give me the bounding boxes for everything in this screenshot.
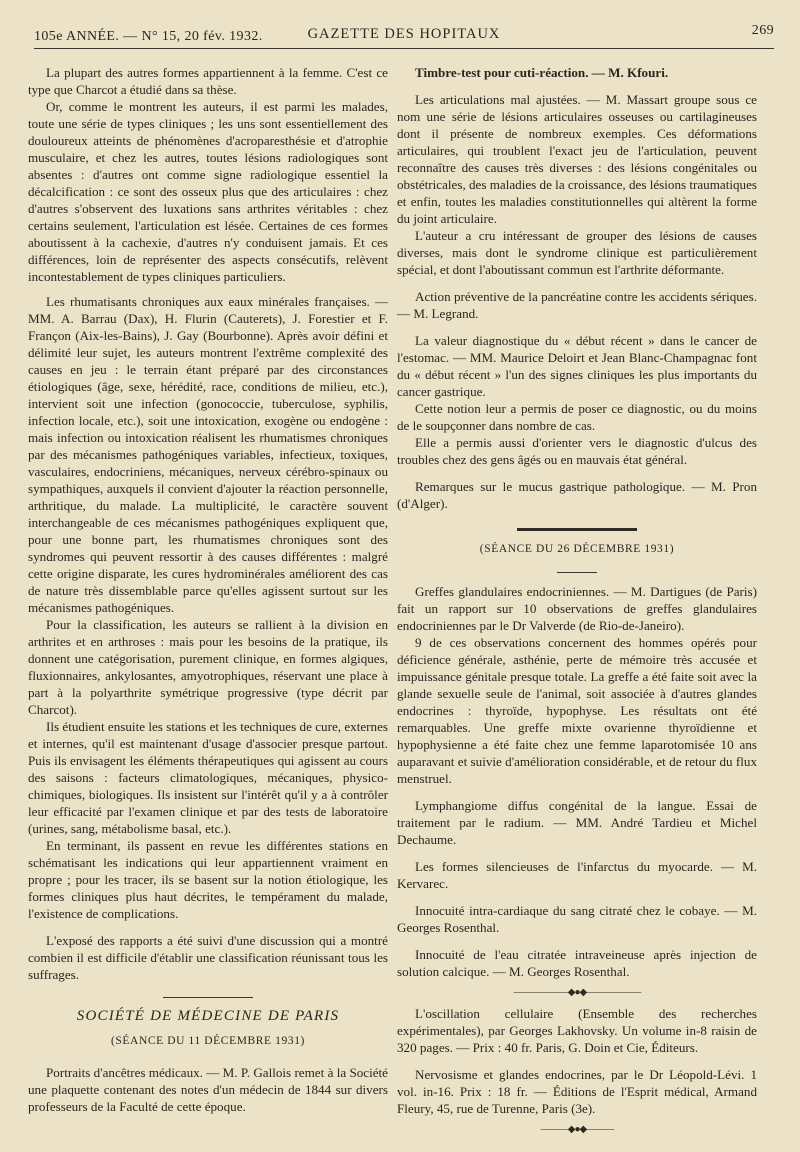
article-sang-citrate: Innocuité intra-cardiaque du sang citraté chez le cobaye. — M. Georges Rosenthal. xyxy=(397,903,757,935)
article-portraits: Portraits d'ancêtres médicaux. — M. P. Gallois remet à la Société une plaquette contenant des notes d'un médecin de 1844 sur divers professeurs de la Faculté de cette époque. xyxy=(28,1065,388,1114)
journal-title: GAZETTE DES HOPITAUX xyxy=(307,26,501,42)
section-divider xyxy=(557,572,597,573)
paragraph: Or, comme le montrent les auteurs, il est parmi les malades, toute une série de types cliniques ; les uns sont essentiellement des douloureux atteints de phénomènes d'acroparesthésie et d'atrophie musculaire, et chez les autres, toutes lésions radiologiques sont absentes : d'autres ont comme signe radiologique essentiel la décalcification : ce sont des osseux plus que des articulaires : chez d'autres s'observent des luxations sans arthrites véritables : chez certains seulement, l'articulation est lésée. Certaines de ces formes aboutissent à la cachexie, d'autres n'y conduisent jamais. Et ces différences, loin de représenter des aspects consécutifs, relèvent incontestablement de types cliniques particuliers. xyxy=(28,99,388,284)
page-number: 269 xyxy=(751,23,774,38)
article-timbre-test: Timbre-test pour cuti-réaction. — M. Kfouri. xyxy=(415,65,669,80)
paragraph: Pour la classification, les auteurs se rallient à la division en arthrites et en arthroses : mais pour les besoins de la pratique, ils donnent une catégorisation, purement clinique, en formes algiques, fluxionnaires, ankylosantes, amyotrophiques, réservant une place à part à la polyarthrite symétrique progressive (type décrit par Charcot). xyxy=(28,617,388,717)
article-articulations: Les articulations mal ajustées. — M. Massart groupe sous ce nom une série de lésions articulaires osseuses ou cartilagineuses dont il présente de nombreux exemples. Ces déformations articulaires, qui troublent l'exact jeu de l'articulation, peuvent reconnaître des causes très diverses : des lésions congénitales ou obstétricales, des maladies de la croissance, des lésions traumatiques et enfin, toutes les maladies constitutionnelles qui altèrent la forme du joint articulaire. xyxy=(397,92,757,226)
paragraph: L'auteur a cru intéressant de grouper des lésions de causes diverses, mais dont le syndrome clinique est particulièrement spécial, et dont l'aboutissant commun est l'arthrite déformante. xyxy=(397,228,757,277)
section-divider xyxy=(517,528,637,531)
paragraph: Elle a permis aussi d'orienter vers le diagnostic d'ulcus des troubles chez des gens âgés ou en mauvais état général. xyxy=(397,435,757,467)
article-greffes: Greffes glandulaires endocriniennes. — M. Dartigues (de Paris) fait un rapport sur 10 observations de greffes glandulaires endocriniennes par le Dr Valverde (de Rio-de-Janeiro). xyxy=(397,584,757,633)
society-heading: SOCIÉTÉ DE MÉDECINE DE PARIS xyxy=(76,1008,340,1024)
book-review-oscillation: L'oscillation cellulaire (Ensemble des recherches expérimentales), par Georges Lakhovsky. Un volume in-8 raisin de 320 pages. — Prix : 40 fr. Paris, G. Doin et Cie, Éditeurs. xyxy=(397,1006,757,1055)
paragraph: Cette notion leur a permis de poser ce diagnostic, ou du moins de le soupçonner dans nombre de cas. xyxy=(397,401,757,433)
ornament-divider: ——————◆●◆—————— xyxy=(513,987,641,998)
paragraph: L'exposé des rapports a été suivi d'une discussion qui a montré combien il est difficile d'établir une classification réunissant tous les suffrages. xyxy=(28,933,388,982)
article-mucus: Remarques sur le mucus gastrique pathologique. — M. Pron (d'Alger). xyxy=(397,479,757,511)
article-rhumatisants: Les rhumatisants chroniques aux eaux minérales françaises. — MM. A. Barrau (Dax), H. Flurin (Cauterets), J. Forestier et F. Françon (Aix-les-Bains), J. Gay (Bourbonne). Après avoir défini et délimité leur sujet, les auteurs montrent l'extrême complexité des causes en jeu : le terrain étant préparé par des circonstances étiologiques (âge, sexe, hérédité, race, conditions de milieu, etc.), intervient soit une infection (gonococcie, tuberculose, syphilis, infection locale, etc.), soit une intoxication, exogène ou endogène : mais infection ou intoxication réalisent les rhumatismes chroniques par des mécanismes pathogéniques variables, infectieux, toxiques, vasculaires, endocriniens, mécaniques, nerveux cérébro-spinaux ou sympathiques, auxquels il convient d'ajouter la réaction personnelle, arthritique, du malade. La multiplicité, le caractère souvent interchangeable de ces mécanismes pathogéniques expliquent que, pour une bonne part, les rhumatismes chroniques sont des syndromes qui peuvent ressortir à des causes différentes : malgré cette origine disparate, les cures hydrominérales améliorent des cas de nature très dissemblable parce qu'elles agissent surtout sur les mécanismes pathogéniques. xyxy=(28,294,388,615)
right-column xyxy=(397,64,757,1142)
article-cancer-estomac: La valeur diagnostique du « début récent » dans le cancer de l'estomac. — MM. Maurice Deloirt et Jean Blanc-Champagnac font du « début récent » l'un des signes cliniques les plus importants du cancer gastrique. xyxy=(397,333,757,399)
seance-date: (SÉANCE DU 26 DÉCEMBRE 1931) xyxy=(479,543,675,555)
article-lymphangiome: Lymphangiome diffus congénital de la langue. Essai de traitement par le radium. — MM. André Tardieu et Michel Dechaume. xyxy=(397,798,757,847)
article-infarctus: Les formes silencieuses de l'infarctus du myocarde. — M. Kervarec. xyxy=(397,859,757,891)
article-pancreatine: Action préventive de la pancréatine contre les accidents sériques. — M. Legrand. xyxy=(397,289,757,321)
seance-date: (SÉANCE DU 11 DÉCEMBRE 1931) xyxy=(111,1035,305,1047)
page-header xyxy=(34,18,774,49)
paragraph: La plupart des autres formes appartiennent à la femme. C'est ce type que Charcot a étudié dans sa thèse. xyxy=(28,65,388,97)
left-column xyxy=(28,64,388,1115)
issue-info: 105e ANNÉE. — N° 15, 20 fév. 1932. xyxy=(34,29,263,44)
section-divider xyxy=(163,997,253,998)
ornament-divider: ———◆●◆——— xyxy=(540,1124,614,1135)
paragraph: 9 de ces observations concernent des hommes opérés pour déficience générale, asthénie, perte de mémoire très accusée et impuissance génitale presque totale. La greffe a été faite soit avec la glande sexuelle seule de l'animal, soit associée à d'autres glandes endocrines : thyroïde, hypophyse. Les résultats ont été remarquables. Une greffe mixte ovarienne thyroïdienne et hypophysienne a été faite chez une femme laparotomisée 10 ans auparavant et suivie d'amélioration considérable, et de retour du flux menstruel. xyxy=(397,635,757,786)
book-review-nervosisme: Nervosisme et glandes endocrines, par le Dr Léopold-Lévi. 1 vol. in-16. Prix : 18 fr. — Éditions de l'Esprit médical, Armand Fleury, 45, rue de Turenne, Paris (3e). xyxy=(397,1067,757,1116)
paragraph: Ils étudient ensuite les stations et les techniques de cure, externes et internes, qu'il est maintenant d'usage d'associer presque partout. Puis ils envisagent les éléments thérapeutiques qui agissent au cours des saisons : facteurs climatologiques, mécaniques, physico-chimiques, biologiques. Ils insistent sur l'intérêt qu'il y a à contrôler leur efficacité par l'examen clinique et par des tests de laboratoire (urines, sang, métabolisme basal, etc.). xyxy=(28,719,388,836)
article-eau-citratee: Innocuité de l'eau citratée intraveineuse après injection de solution calcique. — M. Georges Rosenthal. xyxy=(397,947,757,979)
paragraph: En terminant, ils passent en revue les différentes stations en schématisant les indications qui leur appartiennent vraiment en propre ; pour les tracer, ils se basent sur la notion étiologique, les formes cliniques plus haut décrites, le tempérament du malade, l'existence de complications. xyxy=(28,838,388,921)
